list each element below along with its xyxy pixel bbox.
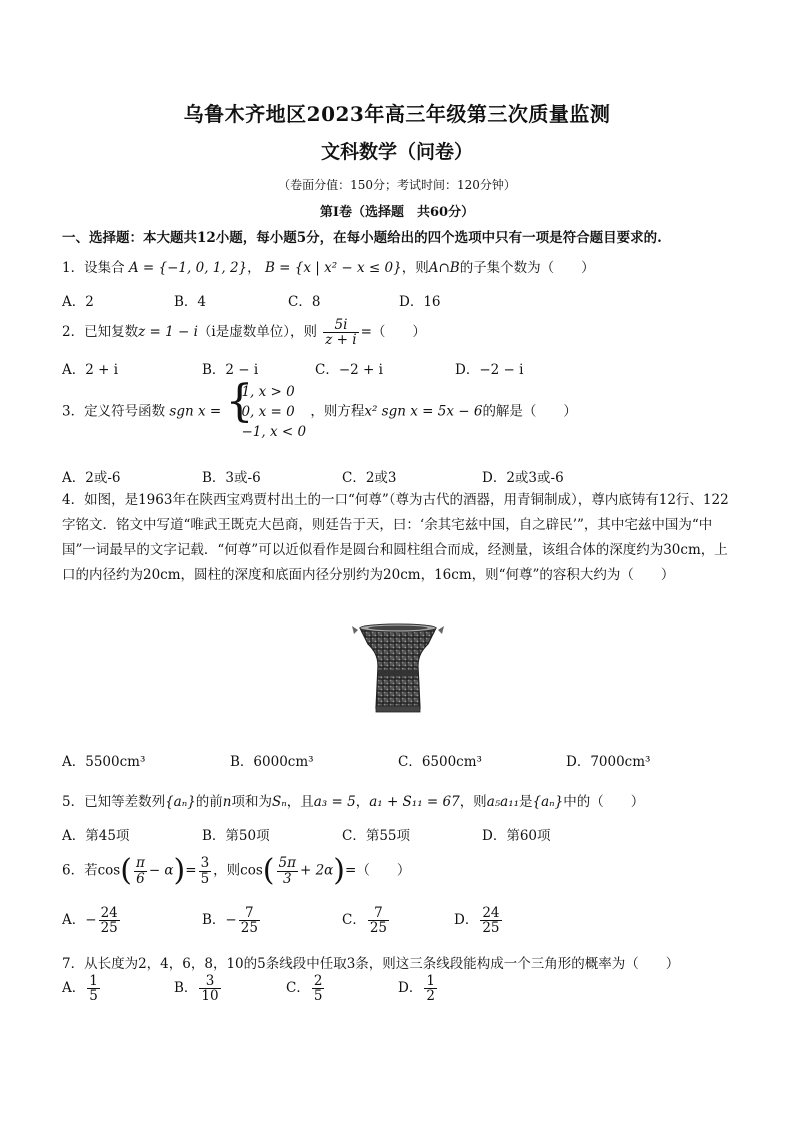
option-c[interactable]: C． $\frac{7}{25}$	[342, 905, 388, 937]
option-b[interactable]: B．3或-6	[202, 470, 261, 486]
option-a[interactable]: A．第45项	[62, 828, 130, 844]
set-b-expr: B = {x | x² − x ≤ 0}	[264, 260, 402, 276]
fraction-pi-over-6: $\frac{\pi}{6}$	[135, 855, 145, 887]
equation-expr: x² sgn x = 5x − 6	[364, 403, 483, 420]
bronze-vessel-icon	[350, 622, 446, 714]
intersection-expr: A∩B	[428, 260, 460, 276]
option-a[interactable]: A． $\frac{1}{5}$	[62, 973, 98, 1005]
fraction-5i-over-z-plus-i: $\frac{5i}{z + i}$	[325, 317, 357, 349]
option-d[interactable]: D． $\frac{1}{2}$	[398, 973, 435, 1005]
option-c[interactable]: C．8	[288, 294, 321, 310]
option-a[interactable]: A．2 + i	[62, 362, 119, 378]
option-a[interactable]: A．2	[62, 294, 94, 310]
option-c[interactable]: C． $\frac{2}{5}$	[286, 973, 323, 1005]
option-a[interactable]: A．− $\frac{24}{25}$	[62, 905, 118, 937]
fraction-3-over-5: $\frac{3}{5}$	[200, 855, 210, 887]
option-a[interactable]: A．2或-6	[62, 470, 121, 486]
question-1: 1．设集合 A = {−1, 0, 1, 2}， B = {x | x² − x ≤ 0}，则A∩B的子集个数为（ ）	[62, 260, 595, 276]
option-c[interactable]: C．第55项	[342, 828, 411, 844]
part-heading: 第Ⅰ卷（选择题 共60分）	[319, 205, 475, 220]
option-b[interactable]: B．− $\frac{7}{25}$	[202, 905, 258, 937]
option-d[interactable]: D．第60项	[482, 828, 551, 844]
option-d[interactable]: D． $\frac{24}{25}$	[454, 905, 500, 937]
option-c[interactable]: C．−2 + i	[315, 362, 383, 378]
left-brace: {	[225, 376, 254, 427]
option-d[interactable]: D．16	[399, 294, 441, 310]
option-b[interactable]: B．第50项	[202, 828, 270, 844]
complex-z-expr: z = 1 − i	[138, 324, 198, 341]
question-3: 3．定义符号函数 sgn x = { 1, x > 0 0, x = 0 −1, x < 0 ，则方程x² sgn x = 5x − 6的解是（ ）	[62, 376, 577, 440]
product-a5-a11: a₅a₁₁	[486, 794, 520, 810]
condition-a3: a₃ = 5	[313, 794, 356, 810]
sequence-a-n: {aₙ}	[165, 794, 196, 810]
question-6: 6．若cos( $\frac{\pi}{6}$ − α)= $\frac{3}{5}$ ，则cos( $\frac{5\pi}{3}$ + 2α)=（ ）	[62, 853, 411, 888]
condition-a1-s11: a₁ + S₁₁ = 67	[369, 794, 460, 810]
piecewise-cases: { 1, x > 0 0, x = 0 −1, x < 0	[225, 376, 307, 440]
fraction-5pi-over-3: $\frac{5\pi}{3}$	[278, 855, 296, 887]
option-b[interactable]: B．4	[174, 294, 207, 310]
sgn-function: sgn x =	[169, 403, 222, 420]
question-7: 7．从长度为2，4，6，8，10的5条线段中任取3条，则这三条线段能构成一个三角形的概率为（ ）	[62, 956, 680, 972]
option-d[interactable]: D．−2 − i	[455, 362, 524, 378]
option-c[interactable]: C．6500cm³	[398, 754, 482, 770]
question-5: 5．已知等差数列{aₙ}的前n项和为Sₙ，且a₃ = 5，a₁ + S₁₁ = 67，则a₅a₁₁是{aₙ}中的（ ）	[62, 794, 645, 810]
question-2: 2．已知复数z = 1 − i（i是虚数单位），则 $\frac{5i}{z + i}$ =（ ）	[62, 317, 426, 349]
section-heading: 一、选择题：本大题共12小题，每小题5分，在每小题给出的四个选项中只有一项是符合题目要求的.	[62, 230, 662, 246]
option-b[interactable]: B．2 − i	[202, 362, 259, 378]
option-a[interactable]: A．5500cm³	[62, 754, 146, 770]
exam-subtitle: 文科数学（问卷）	[320, 141, 473, 163]
option-b[interactable]: B． $\frac{3}{10}$	[174, 973, 219, 1005]
option-d[interactable]: D．2或3或-6	[482, 470, 564, 486]
exam-title: 乌鲁木齐地区2023年高三年级第三次质量监测	[183, 102, 611, 126]
set-a-expr: A = {−1, 0, 1, 2}	[128, 260, 248, 276]
exam-info: （卷面分值：150分；考试时间：120分钟）	[278, 178, 516, 192]
option-b[interactable]: B．6000cm³	[230, 754, 314, 770]
sum-s-n: Sₙ	[272, 794, 287, 810]
option-c[interactable]: C．2或3	[342, 470, 397, 486]
question-4: 4．如图，是1963年在陕西宝鸡贾村出土的一口“何尊”（尊为古代的酒器，用青铜制成），尊内底铸有12行、122字铭文．铭文中写道“唯武王既克大邑商，则廷告于天，曰：‘余其宅兹中国，自之辟民’”，其中宅兹中国为“中国”一词最早的文字记载．“何尊”可以近似看作是圆台和圆柱组合而成，经测量，该组合体的深度约为30cm，上口的内径约为20cm，圆柱的深度和底面内径分别约为20cm，16cm，则“何尊”的容积大约为（ ）	[62, 492, 729, 583]
option-d[interactable]: D．7000cm³	[566, 754, 651, 770]
